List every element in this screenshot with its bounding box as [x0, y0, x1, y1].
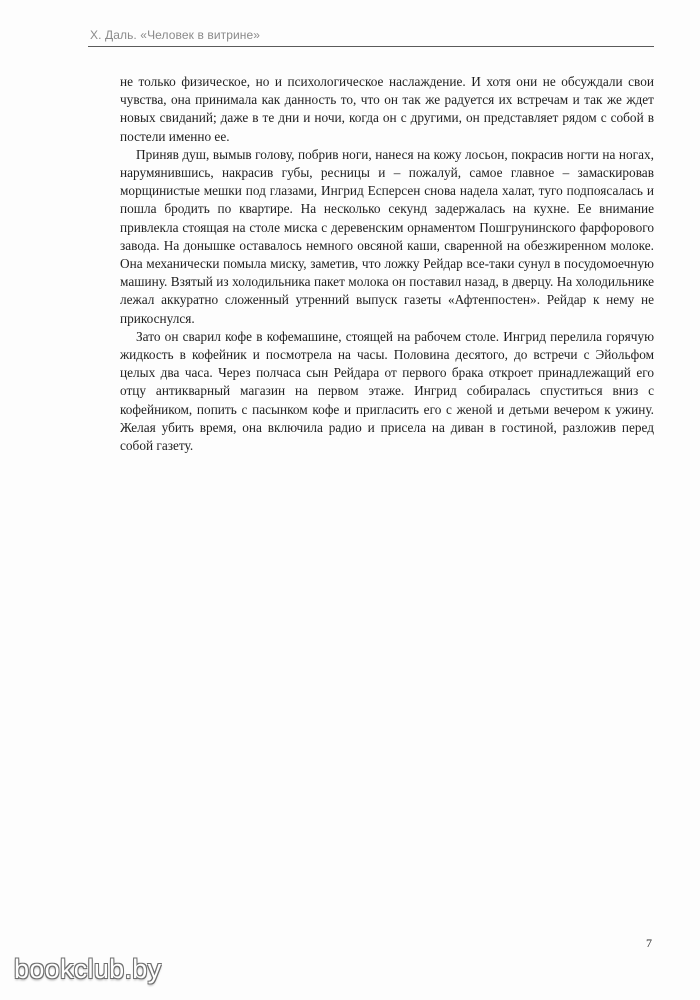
paragraph-3: Зато он сварил кофе в кофемашине, стоящей на рабочем столе. Ингрид перелила горячую жидкость в кофейник и посмотрела на часы. Половина десятого, до встречи с Эйольфом целых два часа. Через полчаса сын Рейдара от первого брака откроет принадлежащий его отцу антикварный магазин на первом этаже. Ингрид собиралась спуститься вниз с кофейником, попить с пасынком кофе и пригласить его с женой и детьми вечером к ужину. Желая убить время, она включила радио и присела на диван в гостиной, разложив перед собой газету. [120, 328, 654, 454]
header-rule [88, 46, 654, 47]
body-text [120, 73, 654, 455]
running-header: Х. Даль. «Человек в витрине» [90, 28, 261, 42]
paragraph-2: Приняв душ, вымыв голову, побрив ноги, нанеся на кожу лосьон, покрасив ногти на ногах, нарумянившись, накрасив губы, ресницы и – пожалуй, самое главное – замаскировав морщинистые мешки под глазами, Ингрид Есперсен снова надела халат, туго подпоясалась и пошла бродить по квартире. На несколько секунд задержалась на кухне. Ее внимание привлекла стоящая на столе миска с деревенским орнаментом Пошгрунинского фарфорового завода. На донышке оставалось немного овсяной каши, сваренной на обезжиренном молоке. Она механически помыла миску, заметив, что ложку Рейдар все-таки сунул в посудомоечную машину. Взятый из холодильника пакет молока он поставил назад, в дверцу. На холодильнике лежал аккуратно сложенный утренний выпуск газеты «Афтенпостен». Рейдар к нему не прикоснулся. [120, 146, 654, 326]
watermark-logo: bookclub.by [14, 954, 162, 984]
paragraph-1: не только физическое, но и психологическое наслаждение. И хотя они не обсуждали свои чувства, она принимала как данность то, что он так же радуется их встречам и так же ждет новых свиданий; даже в те дни и ночи, когда он с другими, он представляет рядом с собой в постели именно ее. [120, 74, 654, 144]
page-number: 7 [646, 936, 652, 950]
